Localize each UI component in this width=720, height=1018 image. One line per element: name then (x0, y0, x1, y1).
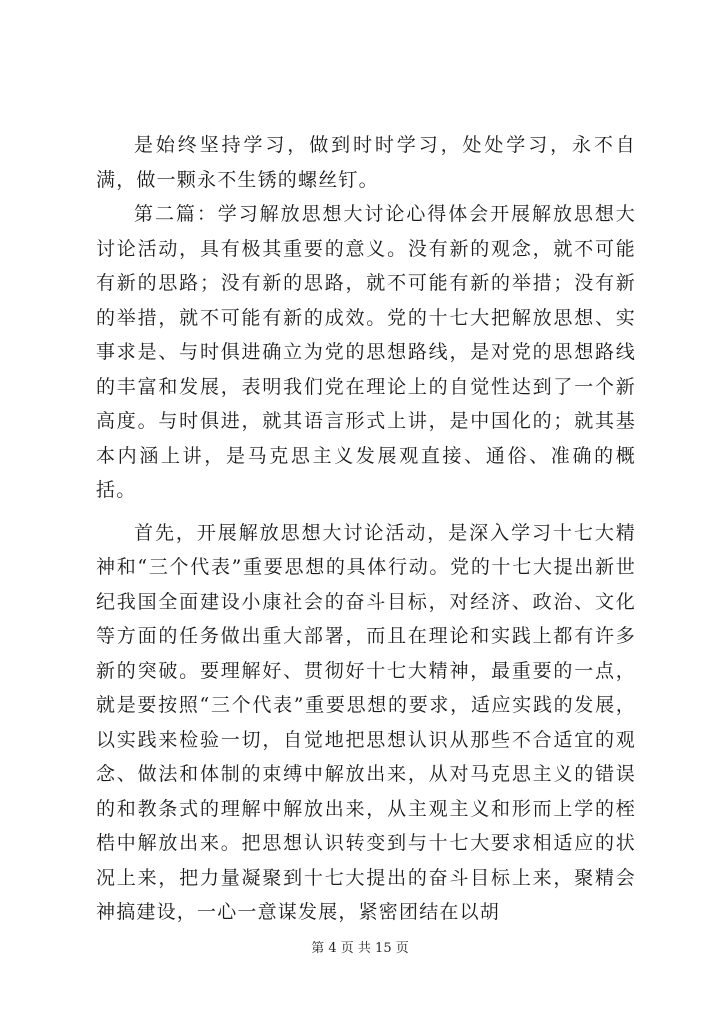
document-body (96, 128, 636, 930)
paragraph-continuation: 是始终坚持学习，做到时时学习，处处学习，永不自满，做一颗永不生锈的螺丝钉。 (96, 134, 636, 191)
paragraph-second-article: 第二篇：学习解放思想大讨论心得体会开展解放思想大讨论活动，具有极其重要的意义。没有新的观念，就不可能有新的思路；没有新的思路，就不可能有新的举措；没有新的举措，就不可能有新的成效。党的十七大把解放思想、实事求是、与时俱进确立为党的思想路线，是对党的思想路线的丰富和发展，表明我们党在理论上的自觉性达到了一个新高度。与时俱进，就其语言形式上讲，是中国化的；就其基本内涵上讲，是马克思主义发展观直接、通俗、准确的概括。 (96, 203, 636, 501)
page-number-footer: 第 4 页 共 15 页 (311, 941, 409, 956)
paragraph-first-point: 首先，开展解放思想大讨论活动，是深入学习十七大精神和“三个代表”重要思想的具体行动。党的十七大提出新世纪我国全面建设小康社会的奋斗目标，对经济、政治、文化等方面的任务做出重大部署，而且在理论和实践上都有许多新的突破。要理解好、贯彻好十七大精神，最重要的一点，就是要按照“三个代表”重要思想的要求，适应实践的发展，以实践来检验一切，自觉地把思想认识从那些不合适宜的观念、做法和体制的束缚中解放出来，从对马克思主义的错误的和教条式的理解中解放出来，从主观主义和形而上学的桎梏中解放出来。把思想认识转变到与十七大要求相适应的状况上来，把力量凝聚到十七大提出的奋斗目标上来，聚精会神搞建设，一心一意谋发展，紧密团结在以胡 (96, 521, 636, 923)
